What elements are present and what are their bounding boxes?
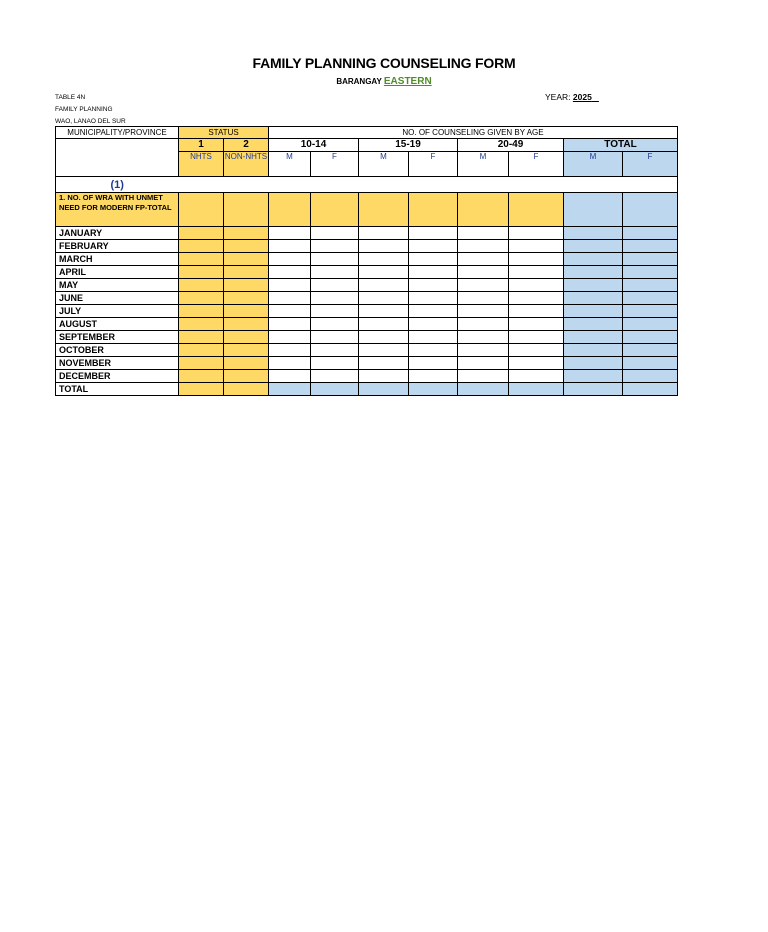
total-cell[interactable] [269, 383, 311, 396]
data-cell[interactable] [269, 305, 311, 318]
data-cell[interactable] [269, 357, 311, 370]
month-label: MARCH [56, 253, 179, 266]
data-cell[interactable] [179, 344, 224, 357]
month-label: AUGUST [56, 318, 179, 331]
data-cell[interactable] [269, 193, 311, 227]
month-row [56, 318, 678, 331]
total-cell[interactable] [564, 193, 623, 227]
header-municipality: MUNICIPALITY/PROVINCE [56, 127, 179, 139]
data-cell[interactable] [224, 370, 269, 383]
data-cell[interactable] [359, 279, 409, 292]
data-cell[interactable] [509, 193, 564, 227]
data-cell[interactable] [269, 331, 311, 344]
data-cell[interactable] [179, 357, 224, 370]
total-cell[interactable] [564, 266, 623, 279]
data-cell[interactable] [458, 344, 509, 357]
data-cell[interactable] [409, 318, 458, 331]
data-cell[interactable] [409, 227, 458, 240]
data-cell[interactable] [179, 383, 224, 396]
total-cell[interactable] [623, 331, 678, 344]
month-row [56, 305, 678, 318]
status-num-1: 1 [179, 139, 224, 152]
data-cell[interactable] [359, 292, 409, 305]
sex-f-10-14: F [311, 152, 359, 177]
total-cell[interactable] [509, 383, 564, 396]
data-cell[interactable] [409, 292, 458, 305]
total-cell[interactable] [564, 279, 623, 292]
status-num-2: 2 [224, 139, 269, 152]
data-cell[interactable] [224, 292, 269, 305]
data-cell[interactable] [509, 292, 564, 305]
total-cell[interactable] [623, 292, 678, 305]
status-non-nhts: NON-NHTS [224, 152, 269, 177]
data-cell[interactable] [458, 193, 509, 227]
data-cell[interactable] [311, 279, 359, 292]
indicator-label: 1. NO. OF WRA WITH UNMET NEED FOR MODERN FP-TOTAL [56, 193, 179, 227]
total-cell[interactable] [564, 227, 623, 240]
month-label: APRIL [56, 266, 179, 279]
total-cell[interactable] [623, 266, 678, 279]
month-row [56, 227, 678, 240]
total-cell[interactable] [564, 292, 623, 305]
month-row [56, 266, 678, 279]
data-cell[interactable] [458, 318, 509, 331]
total-cell[interactable] [623, 383, 678, 396]
data-cell[interactable] [509, 370, 564, 383]
data-cell[interactable] [311, 357, 359, 370]
data-cell[interactable] [458, 292, 509, 305]
data-cell[interactable] [458, 227, 509, 240]
counseling-table [55, 126, 678, 396]
month-row [56, 344, 678, 357]
data-cell[interactable] [509, 318, 564, 331]
data-cell[interactable] [179, 193, 224, 227]
month-row [56, 279, 678, 292]
total-cell[interactable] [409, 383, 458, 396]
data-cell[interactable] [269, 240, 311, 253]
data-cell[interactable] [509, 253, 564, 266]
data-cell[interactable] [311, 370, 359, 383]
data-cell[interactable] [269, 253, 311, 266]
month-label: MAY [56, 279, 179, 292]
data-cell[interactable] [269, 227, 311, 240]
barangay-label: BARANGAY [336, 77, 382, 86]
data-cell[interactable] [224, 227, 269, 240]
total-cell[interactable] [564, 357, 623, 370]
data-cell[interactable] [311, 344, 359, 357]
meta-location: WAO, LANAO DEL SUR [55, 118, 126, 125]
data-cell[interactable] [179, 266, 224, 279]
data-cell[interactable] [179, 318, 224, 331]
data-cell[interactable] [509, 266, 564, 279]
data-cell[interactable] [409, 253, 458, 266]
data-cell[interactable] [179, 370, 224, 383]
data-cell[interactable] [509, 305, 564, 318]
month-label: JANUARY [56, 227, 179, 240]
total-cell[interactable] [623, 318, 678, 331]
data-cell[interactable] [509, 240, 564, 253]
data-cell[interactable] [359, 266, 409, 279]
data-cell[interactable] [409, 240, 458, 253]
total-cell[interactable] [623, 344, 678, 357]
data-cell[interactable] [311, 266, 359, 279]
data-cell[interactable] [311, 318, 359, 331]
month-label: DECEMBER [56, 370, 179, 383]
data-cell[interactable] [458, 279, 509, 292]
total-cell[interactable] [623, 279, 678, 292]
data-cell[interactable] [359, 240, 409, 253]
status-nhts: NHTS [179, 152, 224, 177]
header-blank [56, 139, 179, 177]
data-cell[interactable] [359, 344, 409, 357]
total-cell[interactable] [564, 331, 623, 344]
meta-program: FAMILY PLANNING [55, 106, 113, 113]
month-label: NOVEMBER [56, 357, 179, 370]
total-row [56, 383, 678, 396]
sex-m-total: M [564, 152, 623, 177]
total-cell[interactable] [564, 370, 623, 383]
age-group-15-19: 15-19 [359, 139, 458, 152]
indicator-row [56, 193, 678, 227]
total-cell[interactable] [623, 370, 678, 383]
sex-f-20-49: F [509, 152, 564, 177]
data-cell[interactable] [458, 370, 509, 383]
data-cell[interactable] [269, 279, 311, 292]
data-cell[interactable] [311, 240, 359, 253]
barangay-value[interactable]: EASTERN [383, 76, 432, 87]
total-cell[interactable] [623, 227, 678, 240]
total-cell[interactable] [623, 240, 678, 253]
total-row-label: TOTAL [56, 383, 179, 396]
total-cell[interactable] [359, 383, 409, 396]
data-cell[interactable] [458, 266, 509, 279]
section-number: (1) [56, 177, 179, 193]
data-cell[interactable] [179, 240, 224, 253]
total-cell[interactable] [564, 240, 623, 253]
total-cell[interactable] [623, 357, 678, 370]
data-cell[interactable] [458, 240, 509, 253]
data-cell[interactable] [458, 305, 509, 318]
data-cell[interactable] [311, 227, 359, 240]
data-cell[interactable] [224, 344, 269, 357]
age-group-20-49: 20-49 [458, 139, 564, 152]
data-cell[interactable] [409, 279, 458, 292]
sex-f-15-19: F [409, 152, 458, 177]
data-cell[interactable] [269, 266, 311, 279]
data-cell[interactable] [224, 357, 269, 370]
data-cell[interactable] [359, 318, 409, 331]
data-cell[interactable] [179, 331, 224, 344]
sex-m-10-14: M [269, 152, 311, 177]
year-label: YEAR: [545, 92, 571, 102]
data-cell[interactable] [509, 279, 564, 292]
sex-m-20-49: M [458, 152, 509, 177]
data-cell[interactable] [224, 318, 269, 331]
header-counseling: NO. OF COUNSELING GIVEN BY AGE [269, 127, 678, 139]
data-cell[interactable] [359, 253, 409, 266]
sex-m-15-19: M [359, 152, 409, 177]
data-cell[interactable] [458, 357, 509, 370]
total-cell[interactable] [623, 305, 678, 318]
data-cell[interactable] [409, 193, 458, 227]
data-cell[interactable] [311, 292, 359, 305]
data-cell[interactable] [409, 344, 458, 357]
data-cell[interactable] [179, 253, 224, 266]
data-cell[interactable] [409, 266, 458, 279]
data-cell[interactable] [311, 331, 359, 344]
month-label: JULY [56, 305, 179, 318]
data-cell[interactable] [458, 331, 509, 344]
age-group-10-14: 10-14 [269, 139, 359, 152]
month-row [56, 357, 678, 370]
year-value[interactable]: 2025 [572, 92, 592, 102]
data-cell[interactable] [224, 193, 269, 227]
data-cell[interactable] [359, 227, 409, 240]
data-cell[interactable] [224, 331, 269, 344]
data-cell[interactable] [224, 266, 269, 279]
data-cell[interactable] [359, 305, 409, 318]
month-row [56, 240, 678, 253]
total-cell[interactable] [623, 193, 678, 227]
month-row [56, 331, 678, 344]
data-cell[interactable] [409, 357, 458, 370]
month-rows [56, 227, 678, 383]
data-cell[interactable] [269, 318, 311, 331]
data-cell[interactable] [359, 193, 409, 227]
data-cell[interactable] [509, 344, 564, 357]
data-cell[interactable] [269, 292, 311, 305]
data-cell[interactable] [509, 331, 564, 344]
month-label: SEPTEMBER [56, 331, 179, 344]
data-cell[interactable] [179, 292, 224, 305]
data-cell[interactable] [359, 331, 409, 344]
meta-table-id: TABLE 4N [55, 94, 86, 101]
data-cell[interactable] [224, 305, 269, 318]
data-cell[interactable] [409, 331, 458, 344]
data-cell[interactable] [224, 240, 269, 253]
data-cell[interactable] [409, 370, 458, 383]
data-cell[interactable] [509, 227, 564, 240]
header-status: STATUS [179, 127, 269, 139]
total-cell[interactable] [564, 383, 623, 396]
barangay-line [0, 76, 768, 87]
month-label: OCTOBER [56, 344, 179, 357]
form-title: FAMILY PLANNING COUNSELING FORM [252, 55, 516, 71]
data-cell[interactable] [179, 305, 224, 318]
data-cell[interactable] [269, 370, 311, 383]
data-cell[interactable] [224, 253, 269, 266]
data-cell[interactable] [311, 305, 359, 318]
data-cell[interactable] [179, 279, 224, 292]
data-cell[interactable] [179, 227, 224, 240]
month-row [56, 292, 678, 305]
data-cell[interactable] [509, 357, 564, 370]
data-cell[interactable] [311, 253, 359, 266]
month-row [56, 370, 678, 383]
data-cell[interactable] [224, 383, 269, 396]
month-label: JUNE [56, 292, 179, 305]
data-cell[interactable] [359, 357, 409, 370]
month-label: FEBRUARY [56, 240, 179, 253]
data-cell[interactable] [458, 253, 509, 266]
total-cell[interactable] [564, 318, 623, 331]
header-total: TOTAL [564, 139, 678, 152]
sex-f-total: F [623, 152, 678, 177]
year-line [545, 92, 599, 102]
data-cell[interactable] [409, 305, 458, 318]
total-cell[interactable] [564, 344, 623, 357]
total-cell[interactable] [564, 305, 623, 318]
data-cell[interactable] [269, 344, 311, 357]
data-cell[interactable] [224, 279, 269, 292]
total-cell[interactable] [623, 253, 678, 266]
data-cell[interactable] [359, 370, 409, 383]
total-cell[interactable] [564, 253, 623, 266]
section-spacer [179, 177, 678, 193]
total-cell[interactable] [311, 383, 359, 396]
total-cell[interactable] [458, 383, 509, 396]
data-cell[interactable] [311, 193, 359, 227]
month-row [56, 253, 678, 266]
